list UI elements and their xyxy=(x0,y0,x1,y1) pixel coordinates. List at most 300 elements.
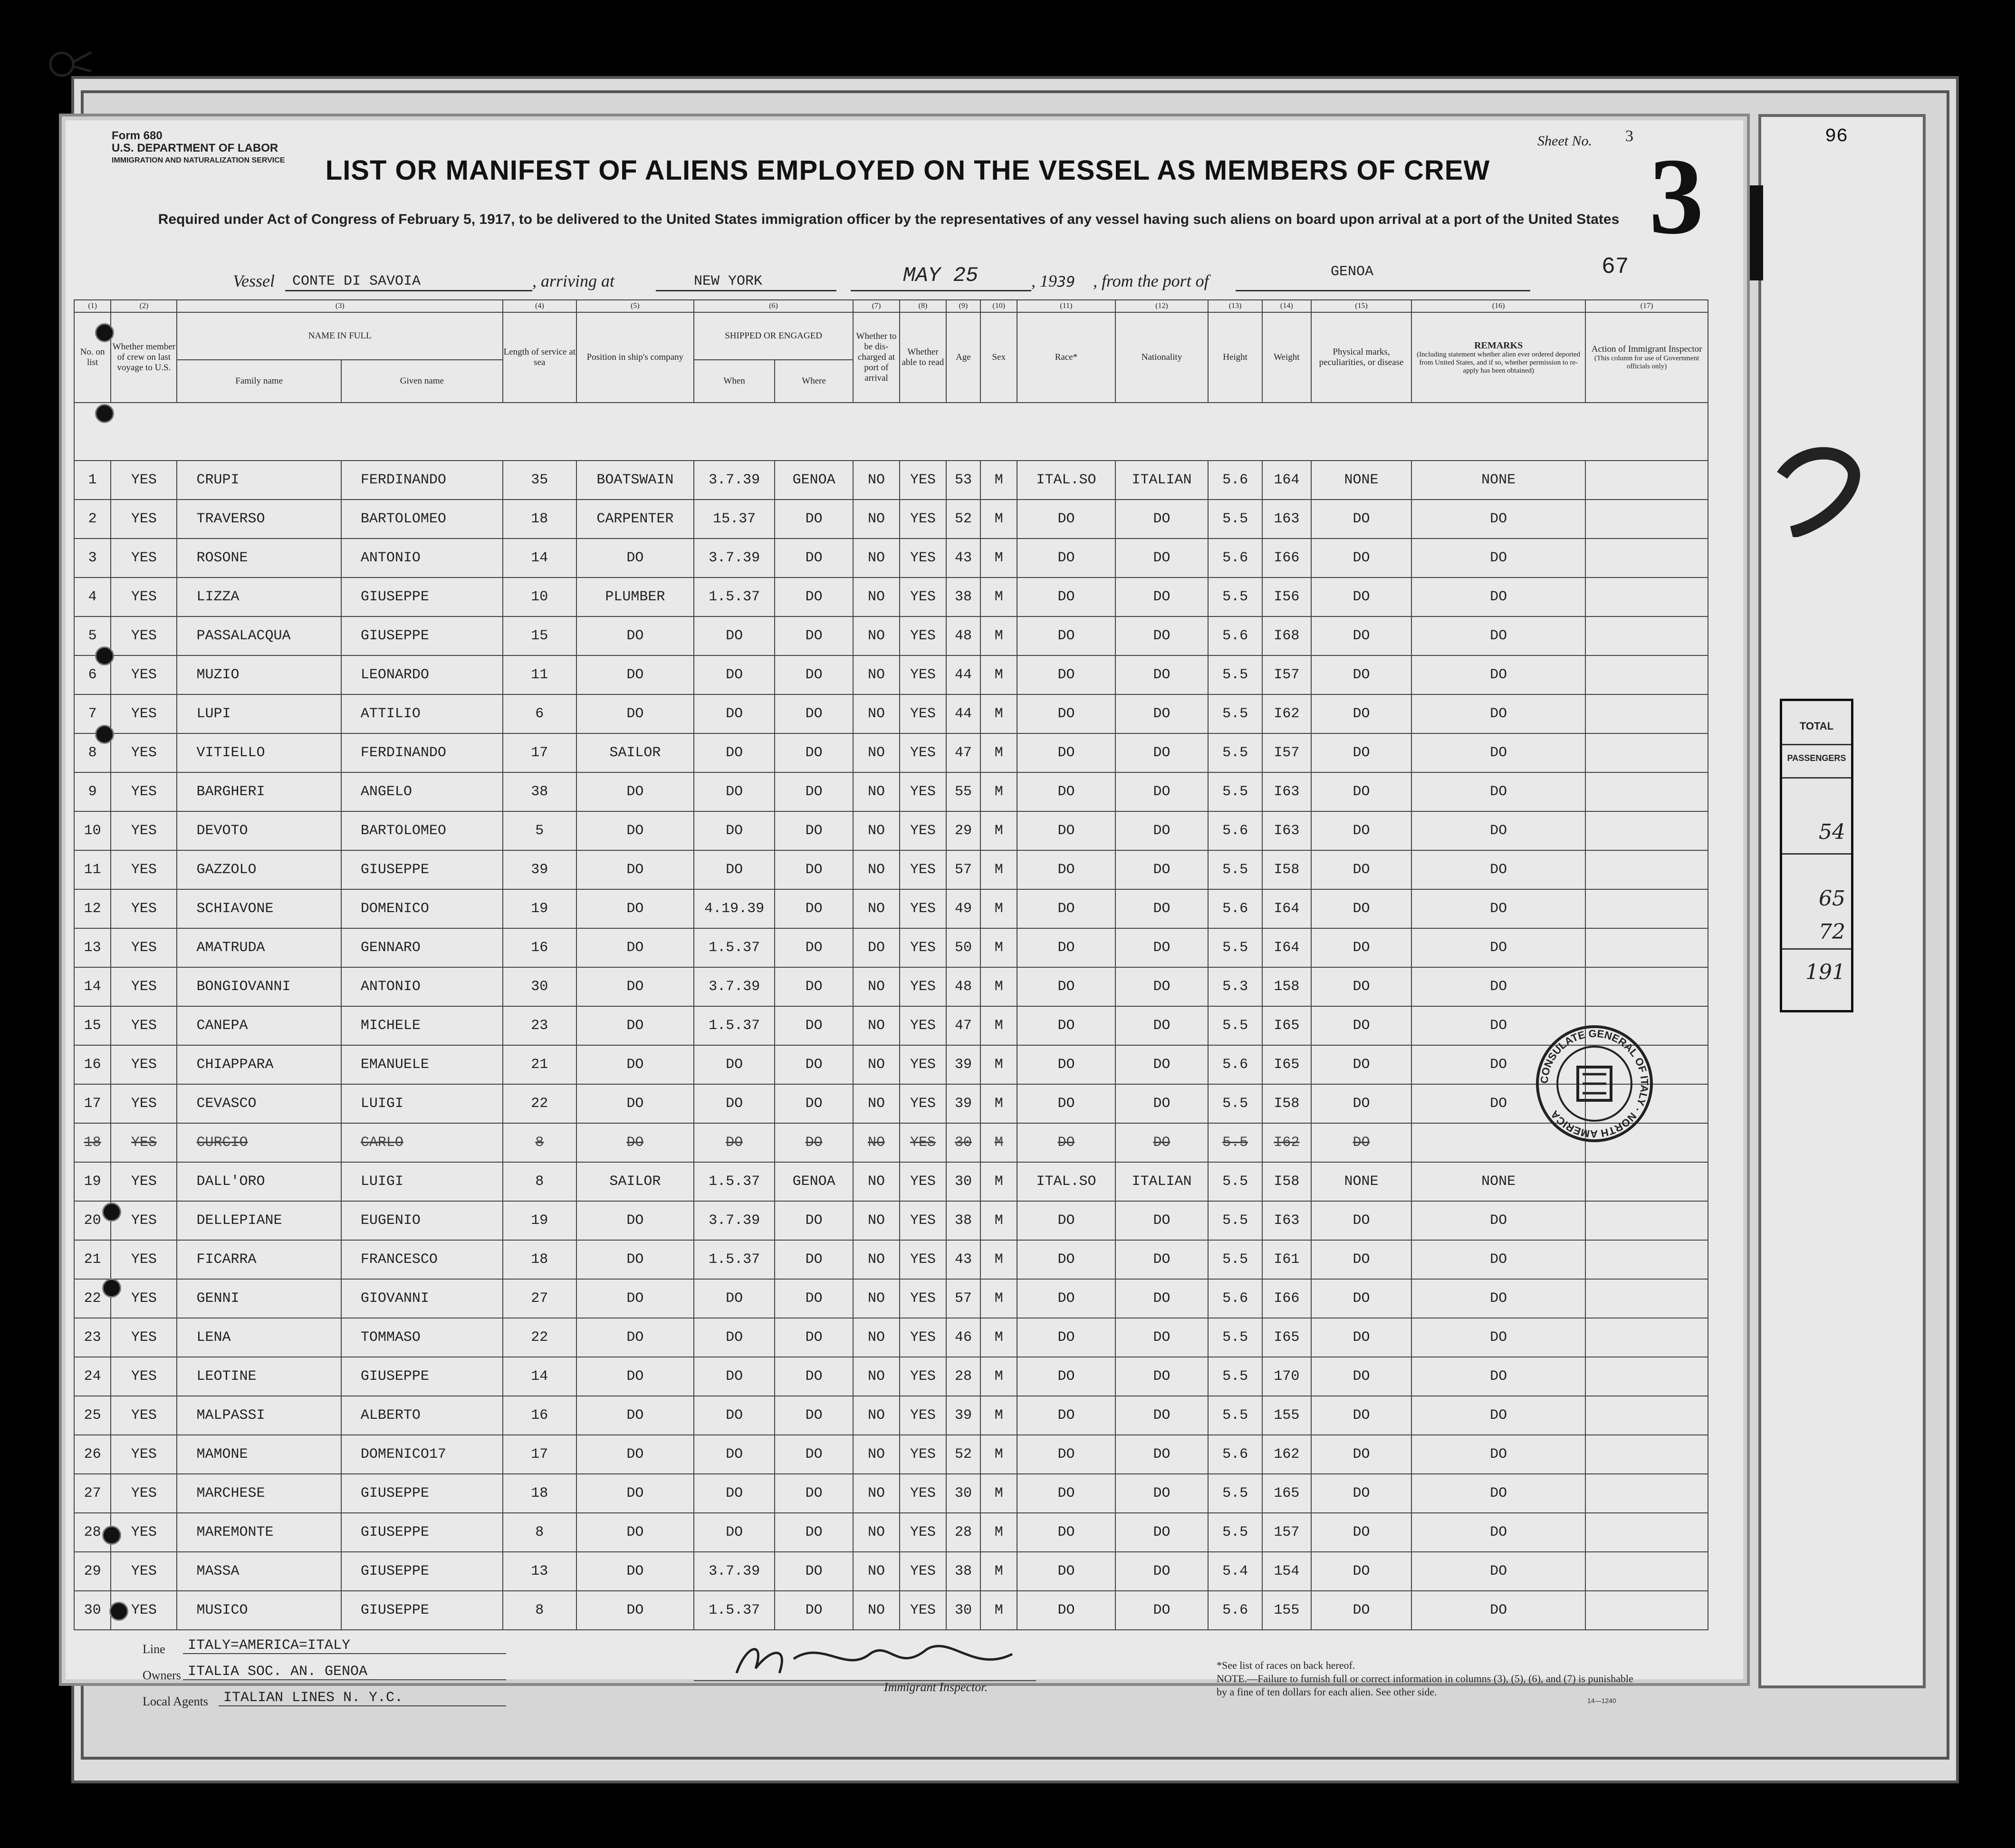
position-cell: DO xyxy=(576,811,694,850)
weight-cell: I58 xyxy=(1262,1162,1311,1201)
physical-marks-cell: DO xyxy=(1311,1084,1411,1123)
crew-member-cell: YES xyxy=(111,850,177,889)
action-cell xyxy=(1585,928,1708,967)
col-num: (13) xyxy=(1208,300,1262,312)
able-to-read-cell: YES xyxy=(900,655,946,694)
age-cell: 38 xyxy=(946,1552,980,1591)
nationality-cell: DO xyxy=(1115,1435,1209,1474)
table-row xyxy=(74,1162,1708,1201)
discharged-cell: NO xyxy=(853,1006,900,1045)
weight-cell: 162 xyxy=(1262,1435,1311,1474)
given-name-cell: GIUSEPPE xyxy=(341,616,503,655)
discharged-cell: NO xyxy=(853,1045,900,1084)
able-to-read-cell: YES xyxy=(900,1357,946,1396)
table-row xyxy=(74,772,1708,811)
weight-cell: 170 xyxy=(1262,1357,1311,1396)
service-length-cell: 8 xyxy=(503,1123,576,1162)
race-cell: DO xyxy=(1017,1435,1115,1474)
height-cell: 5.5 xyxy=(1208,1240,1262,1279)
service-length-cell: 19 xyxy=(503,889,576,928)
shipped-when-cell: 1.5.37 xyxy=(694,928,775,967)
shipped-where-cell: DO xyxy=(775,578,853,616)
crew-member-cell: YES xyxy=(111,1006,177,1045)
able-to-read-cell: YES xyxy=(900,1240,946,1279)
header-sex: Sex xyxy=(980,312,1017,403)
col-num: (1) xyxy=(74,300,111,312)
sex-cell: M xyxy=(980,1552,1017,1591)
able-to-read-cell: YES xyxy=(900,616,946,655)
year-prefix: , 19 xyxy=(1031,271,1057,290)
header-remarks xyxy=(1411,312,1585,403)
position-cell: DO xyxy=(576,1318,694,1357)
col-num: (5) xyxy=(576,300,694,312)
discharged-cell: NO xyxy=(853,1162,900,1201)
weight-cell: 163 xyxy=(1262,500,1311,539)
discharged-cell: NO xyxy=(853,1513,900,1552)
shipped-where-cell: DO xyxy=(775,1240,853,1279)
position-cell: DO xyxy=(576,850,694,889)
remarks-cell: DO xyxy=(1411,578,1585,616)
totals-rule xyxy=(1782,948,1851,950)
line-value: ITALY=AMERICA=ITALY xyxy=(188,1637,351,1654)
table-row xyxy=(74,539,1708,578)
weight-cell: I66 xyxy=(1262,539,1311,578)
nationality-cell: DO xyxy=(1115,1045,1209,1084)
col-num: (3) xyxy=(177,300,503,312)
totals-sublabel: PASSENGERS xyxy=(1787,753,1846,763)
given-name-cell: GIUSEPPE xyxy=(341,1552,503,1591)
nationality-cell: DO xyxy=(1115,889,1209,928)
crew-member-cell: YES xyxy=(111,578,177,616)
header-position: Position in ship's company xyxy=(576,312,694,403)
shipped-where-cell: DO xyxy=(775,539,853,578)
position-cell: DO xyxy=(576,655,694,694)
discharged-cell: NO xyxy=(853,1279,900,1318)
weight-cell: I63 xyxy=(1262,1201,1311,1240)
action-title: Action of Immigrant Inspector xyxy=(1591,344,1702,354)
given-name-cell: ANTONIO xyxy=(341,967,503,1006)
physical-marks-cell: DO xyxy=(1311,1435,1411,1474)
action-cell xyxy=(1585,616,1708,655)
discharged-cell: NO xyxy=(853,500,900,539)
crew-member-cell: YES xyxy=(111,1513,177,1552)
owners-value: ITALIA SOC. AN. GENOA xyxy=(188,1664,368,1680)
height-cell: 5.5 xyxy=(1208,733,1262,772)
crew-member-cell: YES xyxy=(111,616,177,655)
table-row xyxy=(74,616,1708,655)
position-cell: CARPENTER xyxy=(576,500,694,539)
discharged-cell: NO xyxy=(853,889,900,928)
physical-marks-cell: DO xyxy=(1311,1357,1411,1396)
height-cell: 5.5 xyxy=(1208,1396,1262,1435)
given-name-cell: DOMENICO17 xyxy=(341,1435,503,1474)
crew-member-cell: YES xyxy=(111,1435,177,1474)
shipped-when-cell: DO xyxy=(694,1279,775,1318)
height-cell: 5.5 xyxy=(1208,1006,1262,1045)
table-row xyxy=(74,1513,1708,1552)
inspector-label: Immigrant Inspector. xyxy=(884,1680,988,1694)
height-cell: 5.5 xyxy=(1208,578,1262,616)
given-name-cell: ALBERTO xyxy=(341,1396,503,1435)
physical-marks-cell: DO xyxy=(1311,733,1411,772)
service-length-cell: 13 xyxy=(503,1552,576,1591)
row-no-cell: 1 xyxy=(74,461,111,500)
position-cell: DO xyxy=(576,1435,694,1474)
shipped-where-cell: DO xyxy=(775,967,853,1006)
race-cell: ITAL.SO xyxy=(1017,1162,1115,1201)
physical-marks-cell: DO xyxy=(1311,578,1411,616)
family-name-cell: GENNI xyxy=(177,1279,341,1318)
from-port-underline xyxy=(1236,290,1530,291)
races-note: *See list of races on back hereof. xyxy=(1217,1659,1355,1671)
weight-cell: I66 xyxy=(1262,1279,1311,1318)
physical-marks-cell: DO xyxy=(1311,889,1411,928)
height-cell: 5.5 xyxy=(1208,1084,1262,1123)
position-cell: DO xyxy=(576,1240,694,1279)
remarks-cell: DO xyxy=(1411,811,1585,850)
sex-cell: M xyxy=(980,928,1017,967)
given-name-cell: BARTOLOMEO xyxy=(341,500,503,539)
able-to-read-cell: YES xyxy=(900,928,946,967)
position-cell: DO xyxy=(576,772,694,811)
action-cell xyxy=(1585,1396,1708,1435)
from-label xyxy=(1093,271,1209,291)
service-length-cell: 17 xyxy=(503,1435,576,1474)
header-shipped: SHIPPED OR ENGAGED xyxy=(694,312,853,360)
table-row xyxy=(74,967,1708,1006)
col-num: (8) xyxy=(900,300,946,312)
department-seal-icon xyxy=(48,43,93,78)
given-name-cell: GIUSEPPE xyxy=(341,1513,503,1552)
position-cell: PLUMBER xyxy=(576,578,694,616)
col-num: (17) xyxy=(1585,300,1708,312)
arrival-date: MAY 25 xyxy=(903,264,979,288)
row-no-cell: 25 xyxy=(74,1396,111,1435)
service-length-cell: 27 xyxy=(503,1279,576,1318)
age-cell: 57 xyxy=(946,1279,980,1318)
able-to-read-cell: YES xyxy=(900,1162,946,1201)
family-name-cell: MARCHESE xyxy=(177,1474,341,1513)
height-cell: 5.5 xyxy=(1208,500,1262,539)
sex-cell: M xyxy=(980,811,1017,850)
race-cell: DO xyxy=(1017,1513,1115,1552)
family-name-cell: TRAVERSO xyxy=(177,500,341,539)
height-cell: 5.5 xyxy=(1208,655,1262,694)
crew-member-cell: YES xyxy=(111,1591,177,1630)
col-num: (4) xyxy=(503,300,576,312)
family-name-cell: LIZZA xyxy=(177,578,341,616)
weight-cell: I65 xyxy=(1262,1006,1311,1045)
table-row xyxy=(74,1123,1708,1162)
nationality-cell: DO xyxy=(1115,967,1209,1006)
given-name-cell: ANGELO xyxy=(341,772,503,811)
totals-rule xyxy=(1782,744,1851,745)
shipped-where-cell: DO xyxy=(775,772,853,811)
shipped-when-cell: 3.7.39 xyxy=(694,967,775,1006)
date-underline xyxy=(851,290,1031,291)
weight-cell: 155 xyxy=(1262,1591,1311,1630)
service-length-cell: 38 xyxy=(503,772,576,811)
row-no-cell: 2 xyxy=(74,500,111,539)
crew-member-cell: YES xyxy=(111,655,177,694)
table-row xyxy=(74,1318,1708,1357)
table-row xyxy=(74,1474,1708,1513)
sex-cell: M xyxy=(980,694,1017,733)
height-cell: 5.3 xyxy=(1208,967,1262,1006)
crew-member-cell: YES xyxy=(111,1201,177,1240)
discharged-cell: NO xyxy=(853,967,900,1006)
header-given: Given name xyxy=(341,360,503,403)
remarks-cell: DO xyxy=(1411,616,1585,655)
family-name-cell: MAREMONTE xyxy=(177,1513,341,1552)
weight-cell: I62 xyxy=(1262,1123,1311,1162)
discharged-cell: NO xyxy=(853,1357,900,1396)
crew-member-cell: YES xyxy=(111,694,177,733)
age-cell: 49 xyxy=(946,889,980,928)
punch-hole xyxy=(95,646,114,665)
height-cell: 5.6 xyxy=(1208,461,1262,500)
service-length-cell: 14 xyxy=(503,1357,576,1396)
shipped-where-cell: DO xyxy=(775,1279,853,1318)
remarks-cell: NONE xyxy=(1411,461,1585,500)
action-cell xyxy=(1585,733,1708,772)
table-row xyxy=(74,461,1708,500)
action-cell xyxy=(1585,1552,1708,1591)
arriving-label-text: , arriving at xyxy=(532,271,615,290)
row-no-cell: 3 xyxy=(74,539,111,578)
row-no-cell: 4 xyxy=(74,578,111,616)
race-cell: DO xyxy=(1017,1084,1115,1123)
shipped-when-cell: 3.7.39 xyxy=(694,1201,775,1240)
weight-cell: 157 xyxy=(1262,1513,1311,1552)
race-cell: DO xyxy=(1017,1474,1115,1513)
service-length-cell: 10 xyxy=(503,578,576,616)
age-cell: 39 xyxy=(946,1045,980,1084)
row-no-cell: 26 xyxy=(74,1435,111,1474)
sex-cell: M xyxy=(980,539,1017,578)
shipped-when-cell: DO xyxy=(694,1357,775,1396)
age-cell: 39 xyxy=(946,1084,980,1123)
able-to-read-cell: YES xyxy=(900,1435,946,1474)
crew-member-cell: YES xyxy=(111,1396,177,1435)
weight-cell: I58 xyxy=(1262,850,1311,889)
weight-cell: 155 xyxy=(1262,1396,1311,1435)
shipped-when-cell: 1.5.37 xyxy=(694,1591,775,1630)
row-no-cell: 16 xyxy=(74,1045,111,1084)
action-cell xyxy=(1585,967,1708,1006)
action-cell xyxy=(1585,889,1708,928)
row-no-cell: 22 xyxy=(74,1279,111,1318)
crew-member-cell: YES xyxy=(111,500,177,539)
sex-cell: M xyxy=(980,850,1017,889)
remarks-cell: DO xyxy=(1411,928,1585,967)
weight-cell: I65 xyxy=(1262,1045,1311,1084)
weight-cell: I65 xyxy=(1262,1318,1311,1357)
family-name-cell: CURCIO xyxy=(177,1123,341,1162)
given-name-cell: ANTONIO xyxy=(341,539,503,578)
weight-cell: I64 xyxy=(1262,889,1311,928)
family-name-cell: DELLEPIANE xyxy=(177,1201,341,1240)
total-value: 54 xyxy=(1819,820,1845,844)
nationality-cell: DO xyxy=(1115,616,1209,655)
pencil-mark xyxy=(1773,442,1868,537)
race-cell: DO xyxy=(1017,811,1115,850)
service-length-cell: 22 xyxy=(503,1084,576,1123)
given-name-cell: GIOVANNI xyxy=(341,1279,503,1318)
discharged-cell: NO xyxy=(853,772,900,811)
able-to-read-cell: YES xyxy=(900,733,946,772)
able-to-read-cell: YES xyxy=(900,1084,946,1123)
table-row xyxy=(74,1201,1708,1240)
vessel-name: CONTE DI SAVOIA xyxy=(292,273,421,289)
total-value: 65 xyxy=(1819,886,1845,911)
crew-member-cell: YES xyxy=(111,733,177,772)
height-cell: 5.6 xyxy=(1208,616,1262,655)
family-name-cell: AMATRUDA xyxy=(177,928,341,967)
table-row xyxy=(74,1396,1708,1435)
remarks-cell: DO xyxy=(1411,1552,1585,1591)
punch-hole xyxy=(102,1526,121,1545)
nationality-cell: DO xyxy=(1115,1006,1209,1045)
action-cell xyxy=(1585,1357,1708,1396)
service-length-cell: 22 xyxy=(503,1318,576,1357)
weight-cell: I56 xyxy=(1262,578,1311,616)
age-cell: 52 xyxy=(946,1435,980,1474)
remarks-cell: DO xyxy=(1411,1591,1585,1630)
service-length-cell: 23 xyxy=(503,1006,576,1045)
form-number: Form 680 xyxy=(112,129,163,142)
arrival-year: 39 xyxy=(1057,274,1075,290)
position-cell: DO xyxy=(576,1396,694,1435)
row-no-cell: 20 xyxy=(74,1201,111,1240)
table-row xyxy=(74,1045,1708,1084)
action-cell xyxy=(1585,1279,1708,1318)
shipped-when-cell: 3.7.39 xyxy=(694,1552,775,1591)
stamp-text: CONSULATE GENERAL OF ITALY · NORTH AMERICA xyxy=(1538,1027,1651,1140)
position-cell: DO xyxy=(576,1279,694,1318)
age-cell: 47 xyxy=(946,733,980,772)
nationality-cell: DO xyxy=(1115,733,1209,772)
table-row xyxy=(74,1084,1708,1123)
family-name-cell: DALL'ORO xyxy=(177,1162,341,1201)
age-cell: 38 xyxy=(946,578,980,616)
height-cell: 5.6 xyxy=(1208,1435,1262,1474)
table-row xyxy=(74,850,1708,889)
header-row-top xyxy=(74,312,1708,360)
nationality-cell: DO xyxy=(1115,1357,1209,1396)
race-cell: DO xyxy=(1017,616,1115,655)
given-name-cell: GIUSEPPE xyxy=(341,578,503,616)
race-cell: DO xyxy=(1017,1552,1115,1591)
punch-hole xyxy=(102,1279,121,1298)
sex-cell: M xyxy=(980,1045,1017,1084)
row-no-cell: 11 xyxy=(74,850,111,889)
sex-cell: M xyxy=(980,616,1017,655)
service-length-cell: 14 xyxy=(503,539,576,578)
physical-marks-cell: DO xyxy=(1311,539,1411,578)
given-name-cell: BARTOLOMEO xyxy=(341,811,503,850)
sheet-number: 3 xyxy=(1625,127,1633,145)
remarks-cell: DO xyxy=(1411,1084,1585,1123)
weight-cell: 164 xyxy=(1262,461,1311,500)
discharged-cell: NO xyxy=(853,616,900,655)
service-length-cell: 8 xyxy=(503,1162,576,1201)
position-cell: BOATSWAIN xyxy=(576,461,694,500)
sex-cell: M xyxy=(980,1084,1017,1123)
physical-marks-cell: DO xyxy=(1311,811,1411,850)
header-read: Whether able to read xyxy=(900,312,946,403)
sex-cell: M xyxy=(980,1279,1017,1318)
service-length-cell: 21 xyxy=(503,1045,576,1084)
row-no-cell: 27 xyxy=(74,1474,111,1513)
able-to-read-cell: YES xyxy=(900,967,946,1006)
weight-cell: I62 xyxy=(1262,694,1311,733)
age-cell: 53 xyxy=(946,461,980,500)
discharged-cell: NO xyxy=(853,1552,900,1591)
age-cell: 28 xyxy=(946,1513,980,1552)
table-row xyxy=(74,694,1708,733)
height-cell: 5.5 xyxy=(1208,1318,1262,1357)
physical-marks-cell: DO xyxy=(1311,1474,1411,1513)
service-name: IMMIGRATION AND NATURALIZATION SERVICE xyxy=(112,156,285,164)
physical-marks-cell: DO xyxy=(1311,1318,1411,1357)
age-cell: 30 xyxy=(946,1474,980,1513)
age-cell: 44 xyxy=(946,655,980,694)
nationality-cell: DO xyxy=(1115,655,1209,694)
height-cell: 5.5 xyxy=(1208,1357,1262,1396)
weight-cell: I63 xyxy=(1262,811,1311,850)
weight-cell: I61 xyxy=(1262,1240,1311,1279)
family-name-cell: CANEPA xyxy=(177,1006,341,1045)
sex-cell: M xyxy=(980,889,1017,928)
shipped-where-cell: DO xyxy=(775,1318,853,1357)
shipped-where-cell: DO xyxy=(775,1201,853,1240)
header-length: Length of service at sea xyxy=(503,312,576,403)
shipped-where-cell: DO xyxy=(775,1552,853,1591)
shipped-where-cell: DO xyxy=(775,694,853,733)
row-no-cell: 14 xyxy=(74,967,111,1006)
line-underline xyxy=(183,1653,506,1654)
header-nationality: Nationality xyxy=(1115,312,1209,403)
age-cell: 43 xyxy=(946,1240,980,1279)
crew-member-cell: YES xyxy=(111,1045,177,1084)
col-num: (7) xyxy=(853,300,900,312)
height-cell: 5.6 xyxy=(1208,889,1262,928)
shipped-where-cell: DO xyxy=(775,1474,853,1513)
height-cell: 5.5 xyxy=(1208,1474,1262,1513)
sex-cell: M xyxy=(980,733,1017,772)
penalty-note: NOTE.—Failure to furnish full or correct information in columns (3), (5), (6), and (7) is punishable by a fine of ten dollars for each alien. See other side. xyxy=(1217,1673,1633,1698)
remarks-cell: DO xyxy=(1411,500,1585,539)
physical-marks-cell: DO xyxy=(1311,850,1411,889)
family-name-cell: VITIELLO xyxy=(177,733,341,772)
given-name-cell: LEONARDO xyxy=(341,655,503,694)
shipped-where-cell: DO xyxy=(775,1006,853,1045)
race-cell: DO xyxy=(1017,967,1115,1006)
action-cell xyxy=(1585,1318,1708,1357)
able-to-read-cell: YES xyxy=(900,850,946,889)
service-length-cell: 18 xyxy=(503,1474,576,1513)
physical-marks-cell: DO xyxy=(1311,616,1411,655)
position-cell: DO xyxy=(576,1045,694,1084)
shipped-when-cell: DO xyxy=(694,655,775,694)
position-cell: DO xyxy=(576,539,694,578)
action-cell xyxy=(1585,578,1708,616)
position-cell: SAILOR xyxy=(576,733,694,772)
nationality-cell: ITALIAN xyxy=(1115,1162,1209,1201)
position-cell: DO xyxy=(576,1006,694,1045)
footnote xyxy=(1217,1659,1644,1699)
